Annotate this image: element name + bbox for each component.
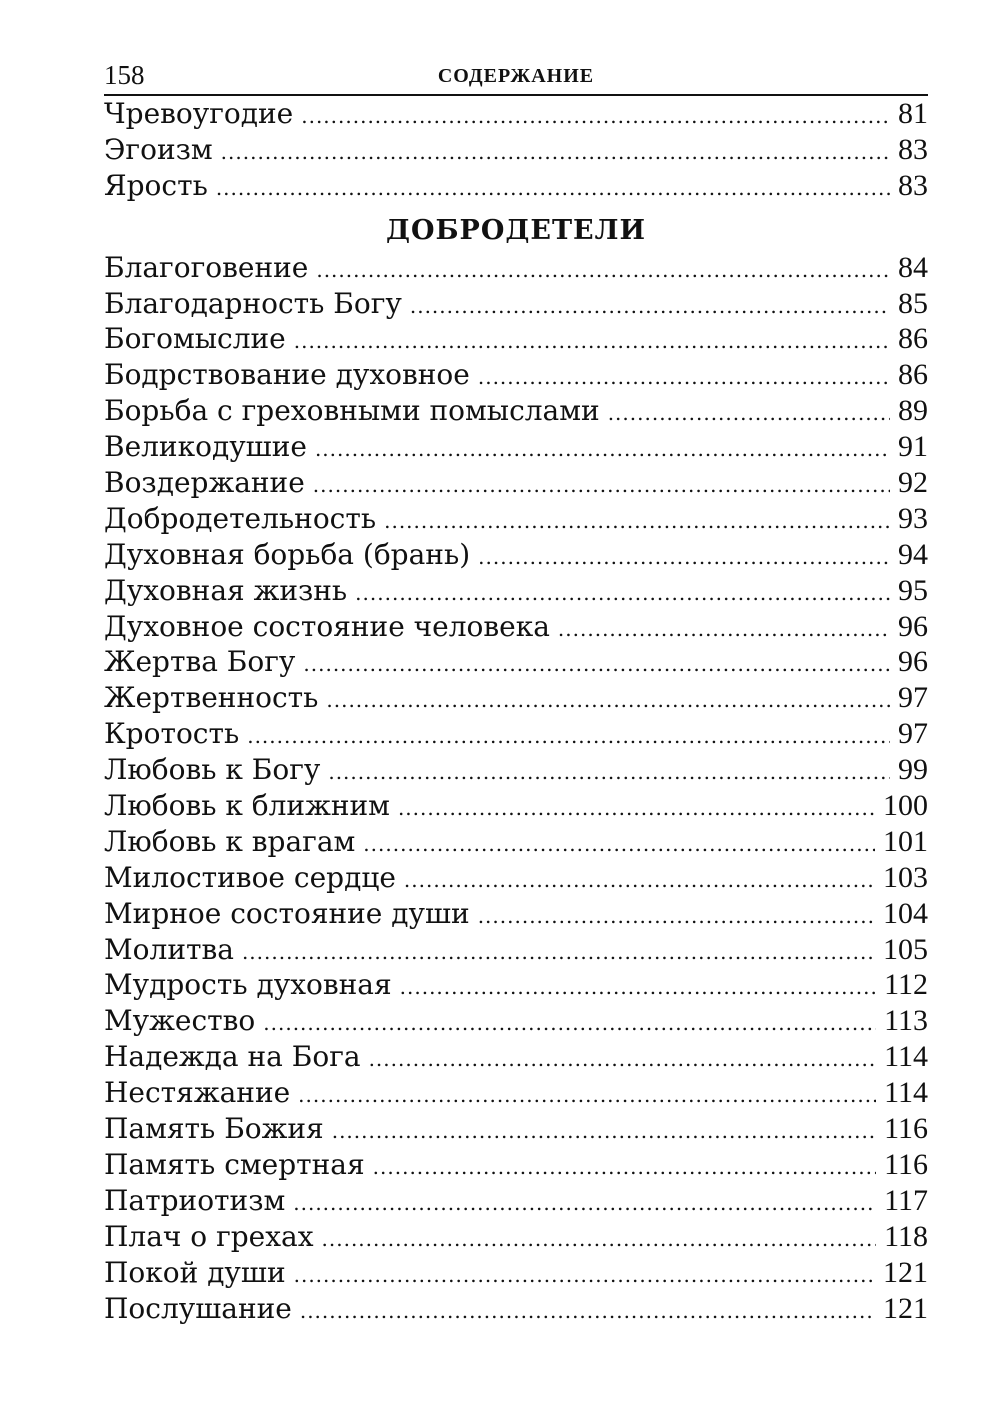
toc-entry (104, 644, 928, 680)
toc-entry (104, 824, 928, 860)
toc-entry (104, 716, 928, 752)
toc-entry-title: Духовное состояние человека (104, 609, 550, 643)
dot-leader (298, 1078, 876, 1114)
dot-leader (221, 135, 890, 171)
toc-entry-page: 116 (884, 1112, 928, 1146)
toc-entry-title: Плач о грехах (104, 1219, 314, 1253)
toc-entry-page: 116 (884, 1147, 928, 1181)
dot-leader (355, 576, 890, 612)
toc-entry (104, 1111, 928, 1147)
toc-entry-page: 121 (883, 1291, 928, 1325)
toc-entry-page: 89 (898, 394, 928, 428)
toc-entry (104, 1147, 928, 1183)
toc-entry-page: 95 (898, 573, 928, 607)
dot-leader (242, 935, 875, 971)
toc-entry (104, 752, 928, 788)
toc-entry-title: Духовная жизнь (104, 573, 348, 607)
running-title: СОДЕРЖАНИЕ (437, 65, 595, 87)
dot-leader (247, 719, 890, 755)
toc-entry (104, 932, 928, 968)
dot-leader (313, 468, 890, 504)
toc-entry-title: Чревоугодие (104, 97, 294, 130)
dot-leader (315, 432, 890, 468)
toc-entry (104, 393, 928, 429)
toc-entry-title: Благоговение (104, 250, 309, 284)
toc-entry (104, 132, 928, 168)
toc-entry-title: Надежда на Бога (104, 1040, 361, 1074)
toc-entry-page: 112 (884, 968, 928, 1002)
dot-leader (301, 99, 890, 135)
dot-leader (369, 1042, 877, 1078)
book-page (104, 58, 928, 1326)
dot-leader (384, 504, 890, 540)
dot-leader (293, 1186, 876, 1222)
toc-entry-title: Мудрость духовная (104, 968, 392, 1002)
toc-entry-title: Послушание (104, 1291, 292, 1325)
toc-entry (104, 1183, 928, 1219)
toc-entry-page: 91 (898, 430, 928, 464)
toc-entry-page: 94 (898, 537, 928, 571)
toc-entry-title: Бодрствование духовное (104, 358, 470, 392)
toc-entry (104, 501, 928, 537)
toc-entry-page: 96 (898, 609, 928, 643)
toc-entry-title: Мирное состояние души (104, 896, 470, 930)
toc-entry-title: Воздержание (104, 466, 305, 500)
toc-entry-page: 99 (898, 753, 928, 787)
toc-entry-title: Ярость (104, 168, 208, 202)
toc-entry-page: 83 (898, 132, 928, 166)
toc-entry-page: 114 (884, 1076, 928, 1110)
toc-entry (104, 1075, 928, 1111)
dot-leader (478, 899, 875, 935)
toc-entry (104, 573, 928, 609)
toc-entry-title: Память Божия (104, 1112, 324, 1146)
dot-leader (410, 289, 890, 325)
toc-entry-title: Молитва (104, 932, 234, 966)
toc-entry-page: 84 (898, 250, 928, 284)
toc-entry (104, 680, 928, 716)
dot-leader (326, 683, 890, 719)
toc-entry-page: 97 (898, 717, 928, 751)
toc-entry-page: 86 (898, 358, 928, 392)
toc-entry (104, 1255, 928, 1291)
toc-entry-page: 114 (884, 1040, 928, 1074)
toc-entry (104, 788, 928, 824)
toc-entry-page: 85 (898, 286, 928, 320)
dot-leader (478, 540, 890, 576)
toc-entry-page: 96 (898, 645, 928, 679)
toc-entry-title: Богомыслие (104, 322, 286, 356)
dot-leader (478, 360, 890, 396)
toc-entry (104, 1219, 928, 1255)
dot-leader (294, 1258, 875, 1294)
toc-entry-title: Любовь к ближним (104, 789, 390, 823)
toc-entry-title: Жертвенность (104, 681, 319, 715)
toc-entry-page: 105 (883, 932, 928, 966)
dot-leader (404, 863, 875, 899)
dot-leader (216, 171, 890, 207)
toc-entry-title: Мужество (104, 1004, 256, 1038)
toc-entry (104, 429, 928, 465)
toc-entry-title: Борьба с греховными помыслами (104, 394, 600, 428)
toc-entry-title: Любовь к врагам (104, 824, 356, 858)
toc-entry-title: Благодарность Богу (104, 286, 402, 320)
dot-leader (322, 1222, 877, 1258)
toc-entry-page: 86 (898, 322, 928, 356)
toc-entry-title: Кротость (104, 717, 240, 751)
toc-entry-page: 100 (883, 789, 928, 823)
toc-entry-page: 97 (898, 681, 928, 715)
toc-entry-page: 117 (884, 1183, 928, 1217)
toc-entry-title: Великодушие (104, 430, 307, 464)
dot-leader (558, 612, 890, 648)
toc-vices-list (104, 96, 928, 204)
toc-entry (104, 465, 928, 501)
dot-leader (363, 827, 875, 863)
toc-entry-page: 104 (883, 896, 928, 930)
toc-entry (104, 357, 928, 393)
toc-entry-page: 93 (898, 501, 928, 535)
dot-leader (398, 791, 875, 827)
toc-entry (104, 321, 928, 357)
toc-entry (104, 168, 928, 204)
toc-entry (104, 1003, 928, 1039)
toc-entry-title: Любовь к Богу (104, 753, 321, 787)
toc-entry-page: 103 (883, 860, 928, 894)
toc-entry (104, 896, 928, 932)
dot-leader (328, 755, 890, 791)
dot-leader (316, 253, 890, 289)
toc-entry-page: 92 (898, 466, 928, 500)
toc-entry-title: Память смертная (104, 1147, 365, 1181)
toc-entry-title: Добродетельность (104, 501, 377, 535)
dot-leader (400, 970, 876, 1006)
dot-leader (294, 324, 890, 360)
toc-entry-title: Духовная борьба (брань) (104, 537, 471, 571)
toc-entry-title: Эгоизм (104, 132, 213, 166)
toc-entry-page: 81 (898, 97, 928, 130)
toc-entry (104, 537, 928, 573)
dot-leader (263, 1006, 876, 1042)
toc-entry-page: 83 (898, 168, 928, 202)
toc-entry-page: 113 (884, 1004, 928, 1038)
section-heading-virtues: ДОБРОДЕТЕЛИ (385, 214, 647, 246)
toc-entry (104, 860, 928, 896)
toc-entry-page: 118 (884, 1219, 928, 1253)
toc-entry-title: Нестяжание (104, 1076, 291, 1110)
dot-leader (608, 396, 890, 432)
toc-virtues-list (104, 250, 928, 1327)
toc-entry (104, 609, 928, 645)
page-number: 158 (104, 60, 145, 90)
toc-entry-title: Жертва Богу (104, 645, 296, 679)
dot-leader (373, 1150, 876, 1186)
toc-entry (104, 96, 928, 132)
toc-entry-page: 101 (883, 824, 928, 858)
toc-entry (104, 250, 928, 286)
toc-entry (104, 967, 928, 1003)
toc-entry (104, 286, 928, 322)
toc-entry-title: Милостивое сердце (104, 860, 396, 894)
running-head (104, 58, 928, 96)
toc-entry (104, 1039, 928, 1075)
toc-entry-title: Патриотизм (104, 1183, 286, 1217)
toc-entry (104, 1291, 928, 1327)
dot-leader (332, 1114, 876, 1150)
dot-leader (303, 647, 890, 683)
toc-entry-title: Покой души (104, 1255, 286, 1289)
toc-entry-page: 121 (883, 1255, 928, 1289)
dot-leader (300, 1294, 875, 1330)
